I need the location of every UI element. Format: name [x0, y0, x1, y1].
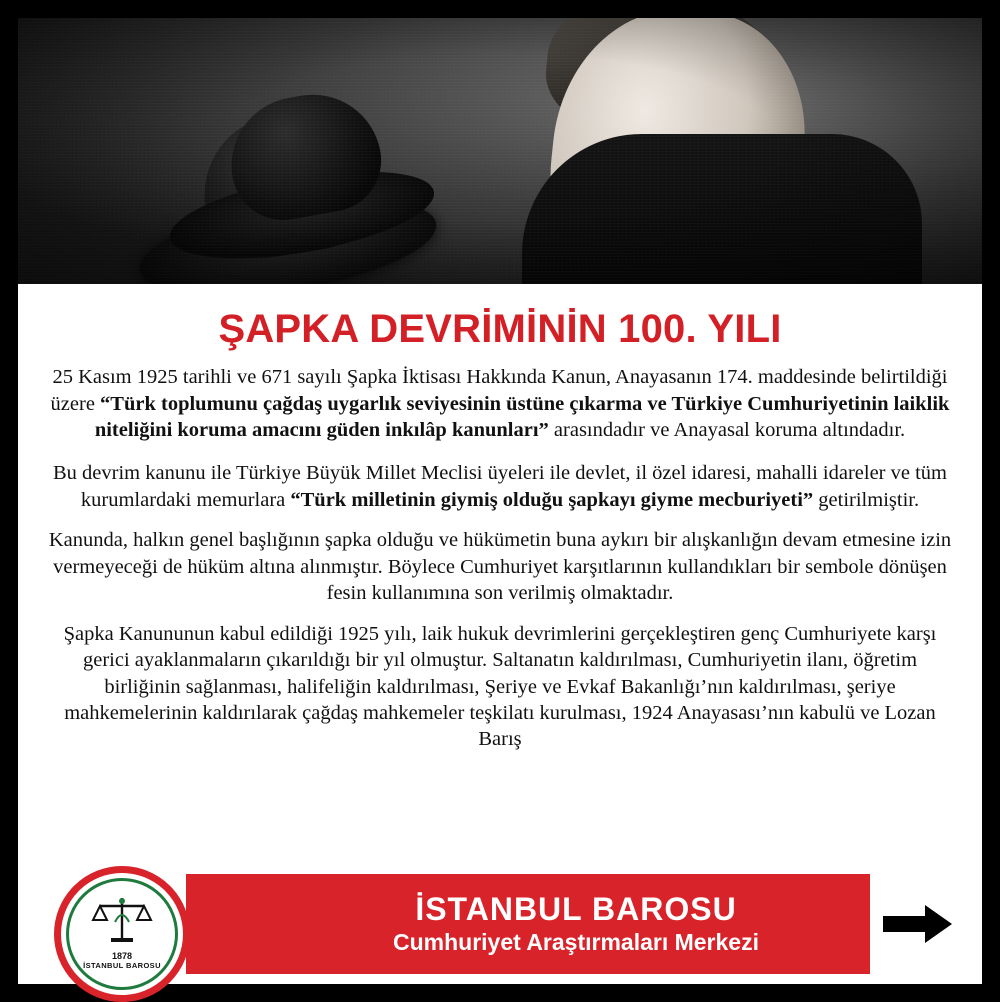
next-button[interactable] — [870, 874, 966, 974]
paragraph-1-part-c: arasındadır ve Anayasal koruma altındadır. — [548, 419, 906, 442]
page-title: ŞAPKA DEVRİMİNİN 100. YILI — [218, 307, 782, 351]
organization-subtitle: Cumhuriyet Araştırmaları Merkezi — [392, 929, 759, 956]
logo-year: 1878 — [111, 951, 133, 961]
paragraph-1-quote: “Türk toplumunu çağdaş uygarlık seviyesinin üstüne çıkarma ve Türkiye Cumhuriyetinin laiklik niteliğini koruma amacını güden inkılâp kanunları” — [94, 392, 950, 442]
paragraph-1-part-a: 25 Kasım 1925 tarihli ve 671 sayılı Şapka İktisası Hakkında Kanun, Anayasanın 174. maddesinde belirtildiği üzere — [50, 366, 948, 415]
footer-red-banner — [186, 874, 966, 974]
paragraph-3: Kanunda, halkın genel başlığının şapka olduğu ve hükümetin buna aykırı bir alışkanlığın devam etmesine izin vermeyeceği de hüküm altına alınmıştır. Böylece Cumhuriyet karşıtlarının kullandıkları bir sembole dönüşen fesin kullanımına son verilmiş olmaktadır. — [48, 529, 952, 605]
paragraph-2-part-a: Bu devrim kanunu ile Türkiye Büyük Millet Meclisi üyeleri ile devlet, il özel idaresi, mahalli idareler ve tüm kurumlardaki memurlara — [53, 461, 947, 511]
article-body — [18, 284, 982, 866]
paragraph-2 — [48, 460, 952, 513]
paragraph-2-part-c: getirilmiştir. — [813, 488, 920, 511]
logo-inner-ring — [66, 878, 178, 990]
arrow-right-icon — [883, 903, 953, 945]
paragraph-1 — [48, 364, 952, 444]
paragraph-2-quote: “Türk milletinin giymiş olduğu şapkayı giyme mecburiyeti” — [290, 488, 814, 511]
hero-photo — [18, 18, 982, 284]
paragraph-4: Şapka Kanununun kabul edildiği 1925 yılı, laik hukuk devrimlerini gerçekleştiren genç Cumhuriyete karşı gerici ayaklanmaların çıkarıldığı bir yıl olmuştur. Saltanatın kaldırılması, Cumhuriyetin ilanı, öğretim birliğinin sağlanması, halifeliğin kaldırılması, Şeriye ve Evkaf Bakanlığı’nın kaldırılması, şeriye mahkemelerinin kaldırılarak çağdaş mahkemeler teşkilatı kurulması, 1924 Anayasası’nın kabulü ve Lozan Barış — [63, 623, 937, 751]
photo-vignette — [18, 18, 982, 284]
footer-bar — [18, 866, 982, 984]
scales-of-justice-icon — [91, 892, 153, 950]
istanbul-barosu-logo — [54, 866, 190, 1002]
logo-name: İSTANBUL BAROSU — [83, 961, 161, 970]
organization-name: İSTANBUL BAROSU — [415, 890, 737, 927]
